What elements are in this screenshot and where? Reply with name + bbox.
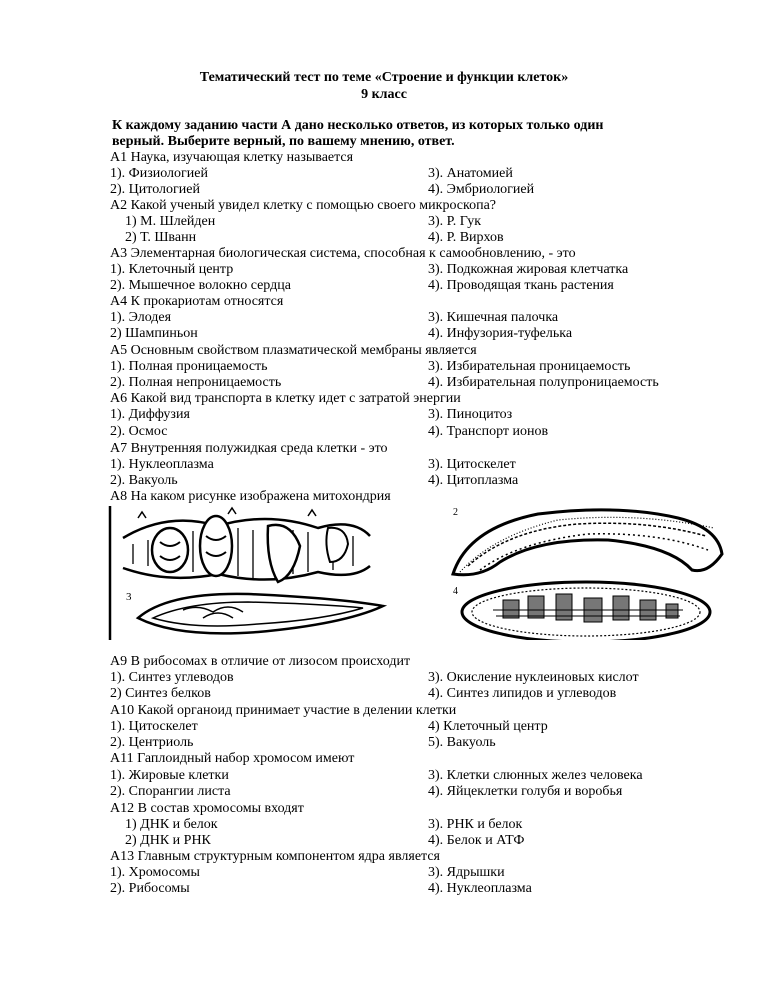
figure-number-3: 3 bbox=[126, 591, 132, 603]
answer-option: 3). Окисление нуклеиновых кислот bbox=[428, 670, 639, 685]
answer-option: 1). Клеточный центр bbox=[110, 262, 234, 277]
question-a12: А12 В состав хромосомы входят bbox=[110, 801, 304, 816]
answer-option: 1). Синтез углеводов bbox=[110, 670, 234, 685]
test-title: Тематический тест по теме «Строение и функции клеток» bbox=[199, 70, 569, 85]
organelles-figure bbox=[108, 506, 738, 640]
question-a11: А11 Гаплоидный набор хромосом имеют bbox=[110, 751, 355, 766]
question-a6: А6 Какой вид транспорта в клетку идет с затратой энергии bbox=[110, 391, 461, 406]
question-a7: А7 Внутренняя полужидкая среда клетки - это bbox=[110, 441, 388, 456]
answer-option: 2). Мышечное волокно сердца bbox=[110, 278, 291, 293]
answer-option: 3). Подкожная жировая клетчатка bbox=[428, 262, 629, 277]
instruction-line-2: верный. Выберите верный, по вашему мнению, ответ. bbox=[112, 134, 455, 149]
answer-option: 3). Клетки слюнных желез человека bbox=[428, 768, 643, 783]
answer-option: 1). Элодея bbox=[110, 310, 172, 325]
instruction-line-1: К каждому заданию части А дано несколько ответов, из которых только один bbox=[112, 118, 604, 133]
answer-option: 5). Вакуоль bbox=[428, 735, 496, 750]
answer-option: 2). Спорангии листа bbox=[110, 784, 231, 799]
question-a8: А8 На каком рисунке изображена митохондрия bbox=[110, 489, 391, 504]
figure-number-4: 4 bbox=[453, 586, 458, 597]
answer-option: 4). Синтез липидов и углеводов bbox=[428, 686, 617, 701]
question-a4: А4 К прокариотам относятся bbox=[110, 294, 284, 309]
answer-option: 1). Цитоскелет bbox=[110, 719, 198, 734]
answer-option: 2). Вакуоль bbox=[110, 473, 178, 488]
answer-option: 3). Кишечная палочка bbox=[428, 310, 559, 325]
chloroplast-drawing bbox=[462, 582, 710, 640]
answer-option: 4). Избирательная полупроницаемость bbox=[428, 375, 659, 390]
answer-option: 2) Синтез белков bbox=[110, 686, 211, 701]
answer-option: 2). Полная непроницаемость bbox=[110, 375, 282, 390]
question-a3: А3 Элементарная биологическая система, способная к самообновлению, - это bbox=[110, 246, 576, 261]
answer-option: 1) М. Шлейден bbox=[125, 214, 216, 229]
answer-option: 4). Транспорт ионов bbox=[428, 424, 549, 439]
answer-option: 3). РНК и белок bbox=[428, 817, 523, 832]
answer-option: 3). Ядрышки bbox=[428, 865, 505, 880]
answer-option: 4) Клеточный центр bbox=[428, 719, 548, 734]
answer-option: 3). Цитоскелет bbox=[428, 457, 516, 472]
answer-option: 4). Нуклеоплазма bbox=[428, 881, 532, 896]
answer-option: 4). Р. Вирхов bbox=[428, 230, 504, 245]
answer-option: 1). Жировые клетки bbox=[110, 768, 229, 783]
question-a2: А2 Какой ученый увидел клетку с помощью своего микроскопа? bbox=[110, 198, 497, 213]
question-a10: А10 Какой органоид принимает участие в делении клетки bbox=[110, 703, 457, 718]
membrane-drawing bbox=[123, 508, 370, 582]
answer-option: 2) ДНК и РНК bbox=[125, 833, 211, 848]
answer-option: 1). Физиологией bbox=[110, 166, 208, 181]
answer-option: 3). Пиноцитоз bbox=[428, 407, 513, 422]
answer-option: 1) ДНК и белок bbox=[125, 817, 218, 832]
grade-label: 9 класс bbox=[361, 87, 407, 102]
question-a5: А5 Основным свойством плазматической мембраны является bbox=[110, 343, 477, 358]
answer-option: 2). Рибосомы bbox=[110, 881, 190, 896]
question-a13: А13 Главным структурным компонентом ядра является bbox=[110, 849, 440, 864]
rough-er-drawing bbox=[453, 510, 722, 575]
answer-option: 4). Инфузория-туфелька bbox=[428, 326, 573, 341]
answer-option: 4). Проводящая ткань растения bbox=[428, 278, 614, 293]
answer-option: 1). Хромосомы bbox=[110, 865, 200, 880]
answer-option: 1). Диффузия bbox=[110, 407, 190, 422]
answer-option: 1). Полная проницаемость bbox=[110, 359, 268, 374]
answer-option: 4). Яйцеклетки голубя и воробья bbox=[428, 784, 623, 799]
answer-option: 2) Шампиньон bbox=[110, 326, 198, 341]
answer-option: 3). Избирательная проницаемость bbox=[428, 359, 631, 374]
answer-option: 2). Осмос bbox=[110, 424, 168, 439]
answer-option: 2) Т. Шванн bbox=[125, 230, 197, 245]
answer-option: 3). Р. Гук bbox=[428, 214, 482, 229]
answer-option: 4). Белок и АТФ bbox=[428, 833, 525, 848]
answer-option: 3). Анатомией bbox=[428, 166, 513, 181]
answer-option: 1). Нуклеоплазма bbox=[110, 457, 214, 472]
answer-option: 4). Цитоплазма bbox=[428, 473, 519, 488]
question-a1: А1 Наука, изучающая клетку называется bbox=[110, 150, 354, 165]
answer-option: 2). Центриоль bbox=[110, 735, 194, 750]
answer-option: 2). Цитологией bbox=[110, 182, 200, 197]
answer-option: 4). Эмбриологией bbox=[428, 182, 535, 197]
question-a9: А9 В рибосомах в отличие от лизосом происходит bbox=[110, 654, 411, 669]
figure-number-2: 2 bbox=[453, 507, 458, 518]
mitochondrion-drawing bbox=[126, 591, 383, 633]
